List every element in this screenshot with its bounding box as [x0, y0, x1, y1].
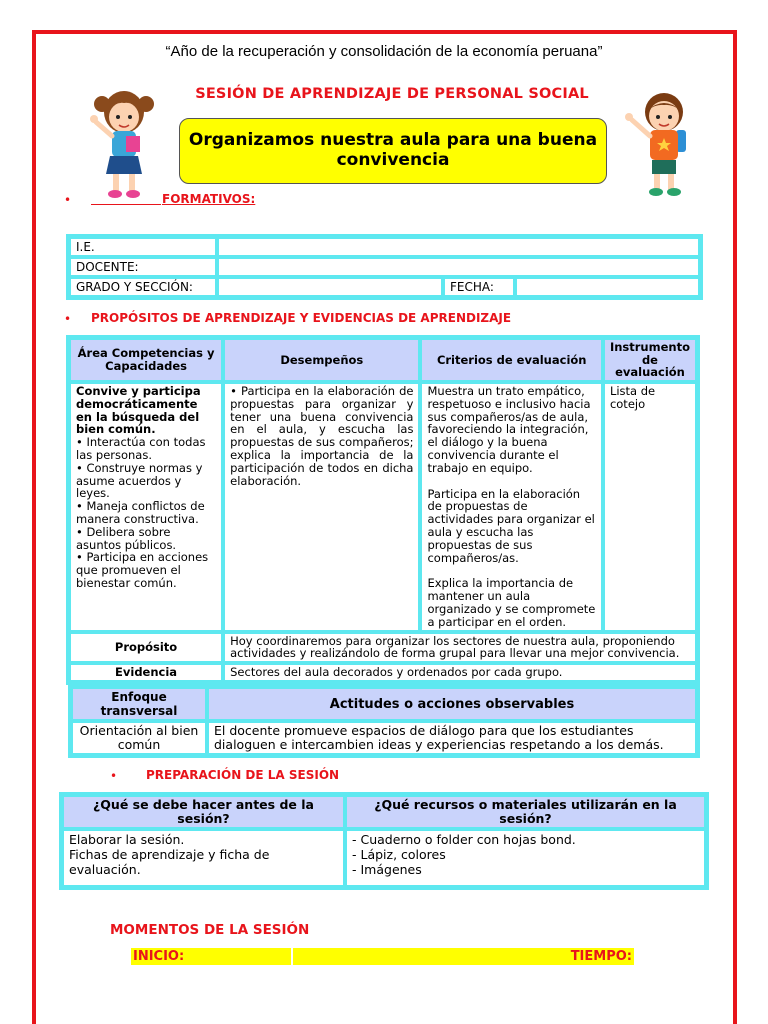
recurso-item: - Cuaderno o folder con hojas bond.	[352, 832, 576, 847]
grado-value[interactable]	[217, 277, 443, 297]
session-title: SESIÓN DE APRENDIZAJE DE PERSONAL SOCIAL	[195, 86, 589, 102]
activity-title: Organizamos nuestra aula para una buena convivencia	[188, 130, 598, 170]
antes-item: Elaborar la sesión.	[69, 832, 185, 847]
header-desempenos: Desempeños	[223, 338, 420, 382]
actitud-value: El docente promueve espacios de diálogo para que los estudiantes dialoguen e intercambien ideas y experiencias respetando a los demás.	[207, 721, 697, 755]
ie-value[interactable]	[217, 237, 700, 257]
antes-cell	[62, 829, 345, 887]
competencia-title: Convive y participa democráticamente en la búsqueda del bien común.	[76, 384, 201, 437]
docente-label: DOCENTE:	[69, 257, 217, 277]
header-area: Área Competencias y Capacidades	[69, 338, 223, 382]
antes-item: Fichas de aprendizaje y ficha de evaluación.	[69, 847, 270, 877]
header-criterios: Criterios de evaluación	[420, 338, 602, 382]
evidencia-text: Sectores del aula decorados y ordenados por cada grupo.	[223, 663, 697, 682]
girl-student-illustration	[86, 84, 162, 202]
header-recursos: ¿Qué recursos o materiales utilizarán en la sesión?	[345, 795, 706, 829]
boy-student-illustration	[620, 84, 698, 202]
momentos-heading: MOMENTOS DE LA SESIÓN	[110, 922, 310, 938]
criterios-cell	[420, 382, 602, 632]
header-actitudes: Actitudes o acciones observables	[207, 687, 697, 721]
criterio-item: Explica la importancia de mantener un aula organizado y se compromete a participar en el orden.	[427, 576, 596, 629]
competencias-cell	[69, 382, 223, 632]
formativos-underline	[91, 191, 161, 205]
year-motto: “Año de la recuperación y consolidación de la economía peruana”	[165, 43, 603, 60]
ie-label: I.E.	[69, 237, 217, 257]
desempeno-cell: • Participa en la elaboración de propuestas para organizar y tener una buena convivencia en el aula, y escucha las propuestas de sus compañeros; explica la importancia de la participación de todos en dicha elaboración.	[223, 382, 420, 632]
criterio-item: Participa en la elaboración de propuestas de actividades para organizar el aula y escucha las propuestas de sus compañeros/as.	[427, 486, 595, 565]
recurso-item: - Lápiz, colores	[352, 847, 446, 862]
header-instrumento: Instrumento de evaluación	[603, 338, 697, 382]
purposes-table	[66, 335, 700, 685]
header-enfoque: Enfoque transversal	[71, 687, 207, 721]
recurso-item: - Imágenes	[352, 862, 422, 877]
preparation-table	[59, 792, 709, 890]
tiempo-label: TIEMPO:	[293, 948, 634, 965]
propositos-heading: PROPÓSITOS DE APRENDIZAJE Y EVIDENCIAS DE APRENDIZAJE	[91, 311, 512, 325]
capacidad-item: • Interactúa con todas las personas.	[76, 435, 206, 462]
evidencia-label: Evidencia	[69, 663, 223, 682]
preparacion-heading: PREPARACIÓN DE LA SESIÓN	[146, 768, 340, 782]
proposito-label: Propósito	[69, 632, 223, 664]
bullet-icon: •	[110, 769, 118, 783]
docente-value[interactable]	[217, 257, 700, 277]
fecha-label: FECHA:	[443, 277, 515, 297]
inicio-bar	[131, 948, 634, 965]
fecha-value[interactable]	[515, 277, 700, 297]
formativos-heading: FORMATIVOS:	[162, 192, 256, 206]
capacidad-item: • Delibera sobre asuntos públicos.	[76, 524, 177, 552]
instrumento-cell: Lista de cotejo	[603, 382, 697, 632]
bullet-icon: •	[64, 312, 72, 326]
capacidad-item: • Maneja conflictos de manera constructiva.	[76, 499, 205, 526]
criterio-item: Muestra un trato empático, respetuoso e inclusivo hacia sus compañeros/as de aula, favoreciendo la integración, el diálogo y la buena convivencia durante el trabajo en equipo.	[427, 384, 591, 475]
inicio-label: INICIO:	[131, 948, 291, 965]
header-antes: ¿Qué se debe hacer antes de la sesión?	[62, 795, 345, 829]
capacidad-item: • Construye normas y asume acuerdos y leyes.	[76, 460, 203, 501]
proposito-text: Hoy coordinaremos para organizar los sectores de nuestra aula, proponiendo actividades y realizándolo de forma grupal para llevar una mejor convivencia.	[223, 632, 697, 664]
recursos-cell	[345, 829, 706, 887]
grado-label: GRADO Y SECCIÓN:	[69, 277, 217, 297]
capacidad-item: • Participa en acciones que promueven el bienestar común.	[76, 550, 209, 590]
enfoque-value: Orientación al bien común	[71, 721, 207, 755]
info-table	[66, 234, 703, 300]
enfoque-table	[68, 684, 700, 758]
bullet-icon: •	[64, 193, 72, 207]
activity-title-box	[179, 118, 607, 184]
